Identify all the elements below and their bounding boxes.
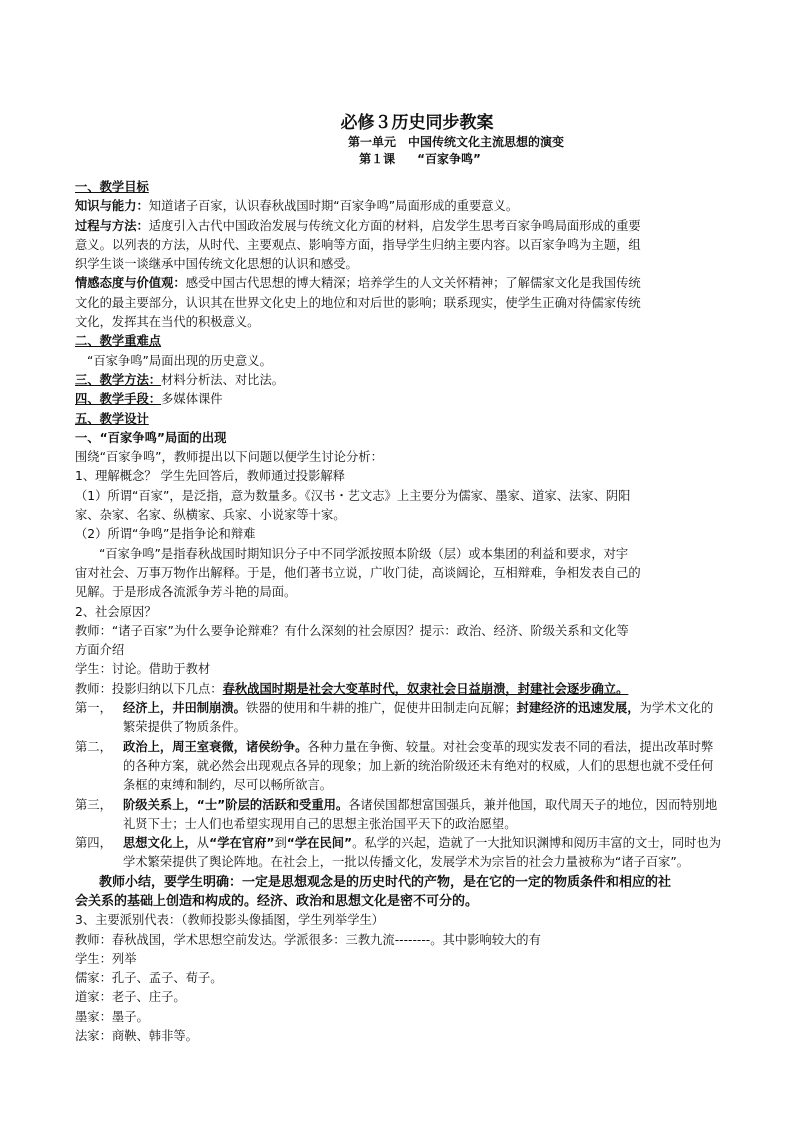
answer-1c-line-3: 见解。于是形成各流派争芳斗艳的局面。 [75, 585, 297, 600]
point-2-bold: 政治上，周王室衰微，诸侯纷争。 [123, 739, 308, 754]
emotion-line-3: 文化，发挥其在当代的积极意义。 [75, 315, 260, 330]
point-1 [75, 699, 725, 738]
point-2 [75, 738, 725, 796]
knowledge-line [75, 197, 725, 216]
answer-1a-line-2: 家、杂家、名家、纵横家、兵家、小说家等十家。 [75, 508, 346, 523]
process-text-1: 适度引入古代中国政治发展与传统文化方面的材料，启发学生思考百家争鸣局面形成的重要 [148, 218, 641, 233]
point-1-bold-2: 封建经济的迅速发展， [516, 701, 640, 716]
point-2-body: 各种力量在争衡、较量。对社会变革的现实发表不同的看法，提出改革时弊的各种方案，就必然会出现观点各异的现象；加上新的统治阶级还未有绝对的权威，人们的思想也就不受任何条框的束缚和制约，尽可以畅所欲言。 [123, 739, 714, 793]
school-mo: 墨家：墨子。 [75, 1009, 149, 1024]
point-1-body: 铁器的使用和牛耕的推广，促使井田制走向瓦解； [245, 701, 517, 716]
process-line-2: 意义。以列表的方法，从时代、主要观点、影响等方面，指导学生归纳主要内容。以百家争鸣为主题，组 [75, 237, 641, 252]
point-4-bold-2: “学在官府” [209, 836, 275, 851]
process-line-3: 织学生谈一谈继承中国传统文化思想的认识和感受。 [75, 257, 358, 272]
knowledge-text: 知道诸子百家，认识春秋战国时期“百家争鸣”局面形成的重要意义。 [148, 199, 519, 214]
question-3: 3、主要派别代表：（教师投影头像插图，学生列举学生） [75, 913, 385, 928]
teacher-line-4: 教师：春秋战国，学术思想空前发达。学派很多：三教九流--------。其中影响较大的有 [75, 932, 541, 947]
section-3-line [75, 371, 725, 390]
section-5-heading: 五、教学设计 [75, 411, 149, 426]
teacher-line-3 [75, 680, 725, 699]
question-1: 1、理解概念？ 学生先回答后，教师通过投影解释 [75, 469, 345, 484]
teacher-line-2: 方面介绍 [75, 643, 125, 658]
point-1-bold: 经济上，井田制崩溃。 [123, 701, 246, 716]
point-4 [75, 834, 725, 873]
doc-title: 必修３历史同步教案 [340, 113, 494, 133]
section-1-heading: 一、教学目标 [75, 180, 149, 194]
point-3-bold: 阶级关系上，“士”阶层的活跃和受重用。 [123, 797, 349, 812]
point-3-body: 各诸侯国都想富国强兵，兼并他国，取代周天子的地位，因而特别地礼贤下士；士人们也希望实现用自己的思想主张治国平天下的政治愿望。 [123, 797, 718, 831]
answer-1c-line-2: 宙对社会、万事万物作出解释。于是，他们著书立说，广收门徒，高谈阔论，互相辩难，争相发表自己的 [75, 565, 641, 580]
section-4-text: 多媒体课件 [161, 392, 223, 407]
section-3-heading: 三、教学方法： [75, 372, 162, 387]
point-4-bold-3: “学在民间” [286, 836, 353, 851]
subsection-1-heading: 一、“百家争鸣”局面的出现 [75, 430, 227, 445]
lesson-title [75, 151, 725, 168]
point-2-text [123, 738, 725, 796]
knowledge-label: 知识与能力： [75, 199, 149, 214]
teacher-line-3-bold: 春秋战国时期是社会大变革时代，奴隶社会日益崩溃，封建社会逐步确立。 [222, 681, 629, 696]
point-1-text [123, 699, 725, 738]
point-1-label: 第一， [75, 701, 112, 716]
emotion-label: 情感态度与价值观： [75, 276, 186, 291]
point-1-body-2: 为学术文化的繁荣提供了物质条件。 [123, 701, 714, 735]
answer-1b: （2）所谓“争鸣”是指争论和辩难 [75, 527, 256, 542]
point-4-body-b: 到 [274, 836, 287, 851]
process-line-1 [75, 217, 725, 236]
unit-title: 第一单元 中国传统文化主流思想的演变 [347, 135, 564, 149]
point-4-text [123, 834, 725, 873]
school-ru: 儒家：孔子、孟子、荀子。 [75, 971, 223, 986]
emotion-text-1: 感受中国古代思想的博大精深；培养学生的人文关怀精神；了解儒家文化是我国传统 [185, 276, 641, 291]
teacher-line-1: 教师：“诸子百家”为什么要争论辩难？有什么深刻的社会原因？提示：政治、经济、阶级关系和文化等 [75, 623, 629, 638]
section-4-heading: 四、教学手段： [75, 392, 162, 407]
student-line-1: 学生：讨论。借助于教材 [75, 662, 211, 677]
student-line-2: 学生：列举 [75, 951, 137, 966]
point-4-body-c: 。私学的兴起，造就了一大批知识渊博和阅历丰富的文士，同时也为学术繁荣提供了舆论阵地。在社会上，一批以传播文化，发展学术为宗旨的社会力量被称为“诸子百家”。 [123, 836, 722, 870]
section-3-text: 材料分析法、对比法。 [161, 372, 285, 387]
point-4-bold: 思想文化上， [123, 836, 197, 851]
question-2: 2、社会原因？ [75, 604, 157, 619]
section-2-text: “百家争鸣”局面出现的历史意义。 [87, 353, 272, 368]
answer-1a-line-1: （1）所谓“百家”，是泛指，意为数量多。《汉书・艺文志》上主要分为儒家、墨家、道家、法家、阴阳 [75, 488, 631, 503]
lesson-number: 第１课 [359, 152, 396, 166]
intro-line: 围绕“百家争鸣”，教师提出以下问题以便学生讨论分析： [75, 450, 383, 465]
point-4-body-a: 从 [196, 836, 210, 851]
point-3 [75, 796, 725, 835]
summary-line-1: 教师小结，要学生明确：一定是思想观念是的历史时代的产物，是在它的一定的物质条件和相应的社 [99, 874, 672, 890]
section-2-heading: 二、教学重难点 [75, 334, 162, 349]
document-page [75, 112, 725, 1046]
section-4-line [75, 390, 725, 409]
emotion-line-1 [75, 274, 725, 293]
school-dao: 道家：老子、庄子。 [75, 990, 186, 1005]
school-fa: 法家：商鞅、韩非等。 [75, 1029, 198, 1044]
lesson-name: “百家争鸣” [417, 152, 481, 166]
emotion-line-2: 文化的最主要部分，认识其在世界文化史上的地位和对后世的影响；联系现实，使学生正确对待儒家传统 [75, 295, 641, 310]
answer-1c-line-1: “百家争鸣”是指春秋战国时期知识分子中不同学派按照本阶级（层）或本集团的利益和要求，对宇 [99, 546, 629, 561]
point-2-label: 第二， [75, 739, 112, 754]
point-3-label: 第三， [75, 797, 112, 812]
teacher-line-3-prefix: 教师：投影归纳以下几点： [75, 681, 223, 696]
process-label: 过程与方法： [75, 218, 149, 233]
point-3-text [123, 796, 725, 835]
summary-line-2: 会关系的基础上创造和构成的。经济、政治和思想文化是密不可分的。 [75, 893, 479, 909]
point-4-label: 第四， [75, 836, 112, 851]
